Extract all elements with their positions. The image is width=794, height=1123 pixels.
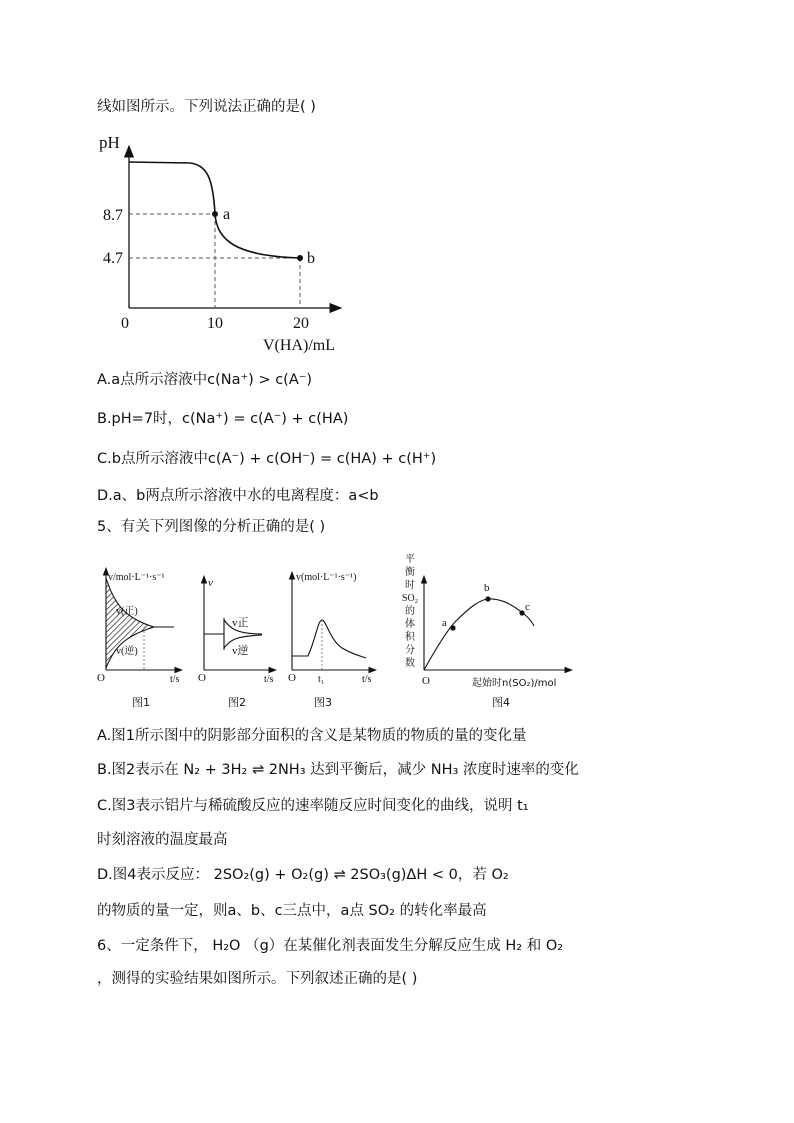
q5-option-a: A.图1所示图中的阴影部分面积的含义是某物质的物质的量的变化量 [97,728,527,744]
fig4-xlabel: 起始时n(SO₂)/mol [472,678,557,689]
x-tick-10: 10 [207,315,223,332]
fig1-caption: 图1 [132,696,150,709]
fig4-ylabel-8: 数 [405,658,415,669]
fig1-origin: O [97,672,105,684]
q5-option-c-line1: C.图3表示铝片与稀硫酸反应的速率随反应时间变化的曲线，说明 t₁ [97,798,529,814]
fig3-ylabel: v(mol·L⁻¹·s⁻¹) [296,572,357,583]
fig4-ylabel-6: 积 [405,632,415,643]
fig1 [97,568,182,709]
fig3-caption: 图3 [314,696,332,709]
point-b-dot [297,255,303,261]
x-tick-20: 20 [293,315,309,332]
x-axis-label: V(HA)/mL [263,337,335,354]
fig3-tick: t₁ [318,674,325,685]
fig2-origin: O [198,672,206,684]
intro-line: 线如图所示。下列说法正确的是( ) [97,99,316,115]
fig1-ylabel: v/mol·L⁻¹·s⁻¹ [108,572,165,583]
q5-figures [94,548,584,718]
q6-line2: ，测得的实验结果如图所示。下列叙述正确的是( ) [97,971,418,987]
fig1-upper-label: v(正) [116,606,138,617]
fig4-ylabel-1: 衡 [405,567,415,578]
q4-option-a: A.a点所示溶液中c(Na⁺) > c(A⁻) [97,372,313,388]
fig2 [198,576,276,709]
q6-line1: 6、一定条件下， H₂O （g）在某催化剂表面发生分解反应生成 H₂ 和 O₂ [97,938,564,954]
fig1-lower-label: v(逆) [116,646,138,657]
fig4-origin: O [422,675,430,687]
fig4-ylabel-2: 时 [405,580,415,591]
point-a-label: a [223,206,231,223]
fig3-origin: O [288,672,296,684]
point-b-label: b [307,250,315,267]
fig4-point-b: b [484,582,490,594]
q4-option-c: C.b点所示溶液中c(A⁻) + c(OH⁻) = c(HA) + c(H⁺) [97,451,437,467]
fig3 [288,572,376,709]
fig4-ylabel-0: 平 [405,554,415,565]
fig2-lower-label: v逆 [232,645,249,657]
q5-option-c-line2: 时刻溶液的温度最高 [97,832,228,848]
fig4-ylabel-4: 的 [405,606,415,617]
fig2-upper-label: v正 [232,617,249,629]
fig2-xlabel: t/s [264,674,274,685]
y-tick-8.7: 8.7 [103,207,123,224]
ph-titration-figure [95,128,365,358]
fig4-ylabel-5: 体 [405,619,415,630]
fig2-caption: 图2 [228,696,246,709]
fig1-xlabel: t/s [170,674,180,685]
q5-option-b: B.图2表示在 N₂ + 3H₂ ⇌ 2NH₃ 达到平衡后，减少 NH₃ 浓度时速率的变化 [97,762,579,778]
q4-option-b: B.pH=7时，c(Na⁺) = c(A⁻) + c(HA) [97,411,349,427]
fig4-point-c: c [525,601,530,613]
fig4 [402,553,572,709]
point-a-dot [212,211,218,217]
fig3-xlabel: t/s [362,674,372,685]
fig4-point-a: a [442,617,447,629]
fig2-ylabel: v [208,577,213,589]
q5-option-d-line1: D.图4表示反应： 2SO₂(g) + O₂(g) ⇌ 2SO₃(g)ΔH < 0，若 O₂ [97,867,509,883]
y-tick-4.7: 4.7 [103,250,123,267]
fig4-caption: 图4 [492,696,510,709]
x-tick-0: 0 [121,315,129,332]
fig4-ylabel-3: SO₂ [401,593,419,604]
q5-stem: 5、有关下列图像的分析正确的是( ) [97,519,326,535]
fig4-ylabel-7: 分 [405,645,415,656]
q4-option-d: D.a、b两点所示溶液中水的电离程度：a<b [97,488,379,504]
y-axis-label: pH [99,133,120,152]
q5-option-d-line2: 的物质的量一定，则a、b、c三点中，a点 SO₂ 的转化率最高 [97,903,487,919]
